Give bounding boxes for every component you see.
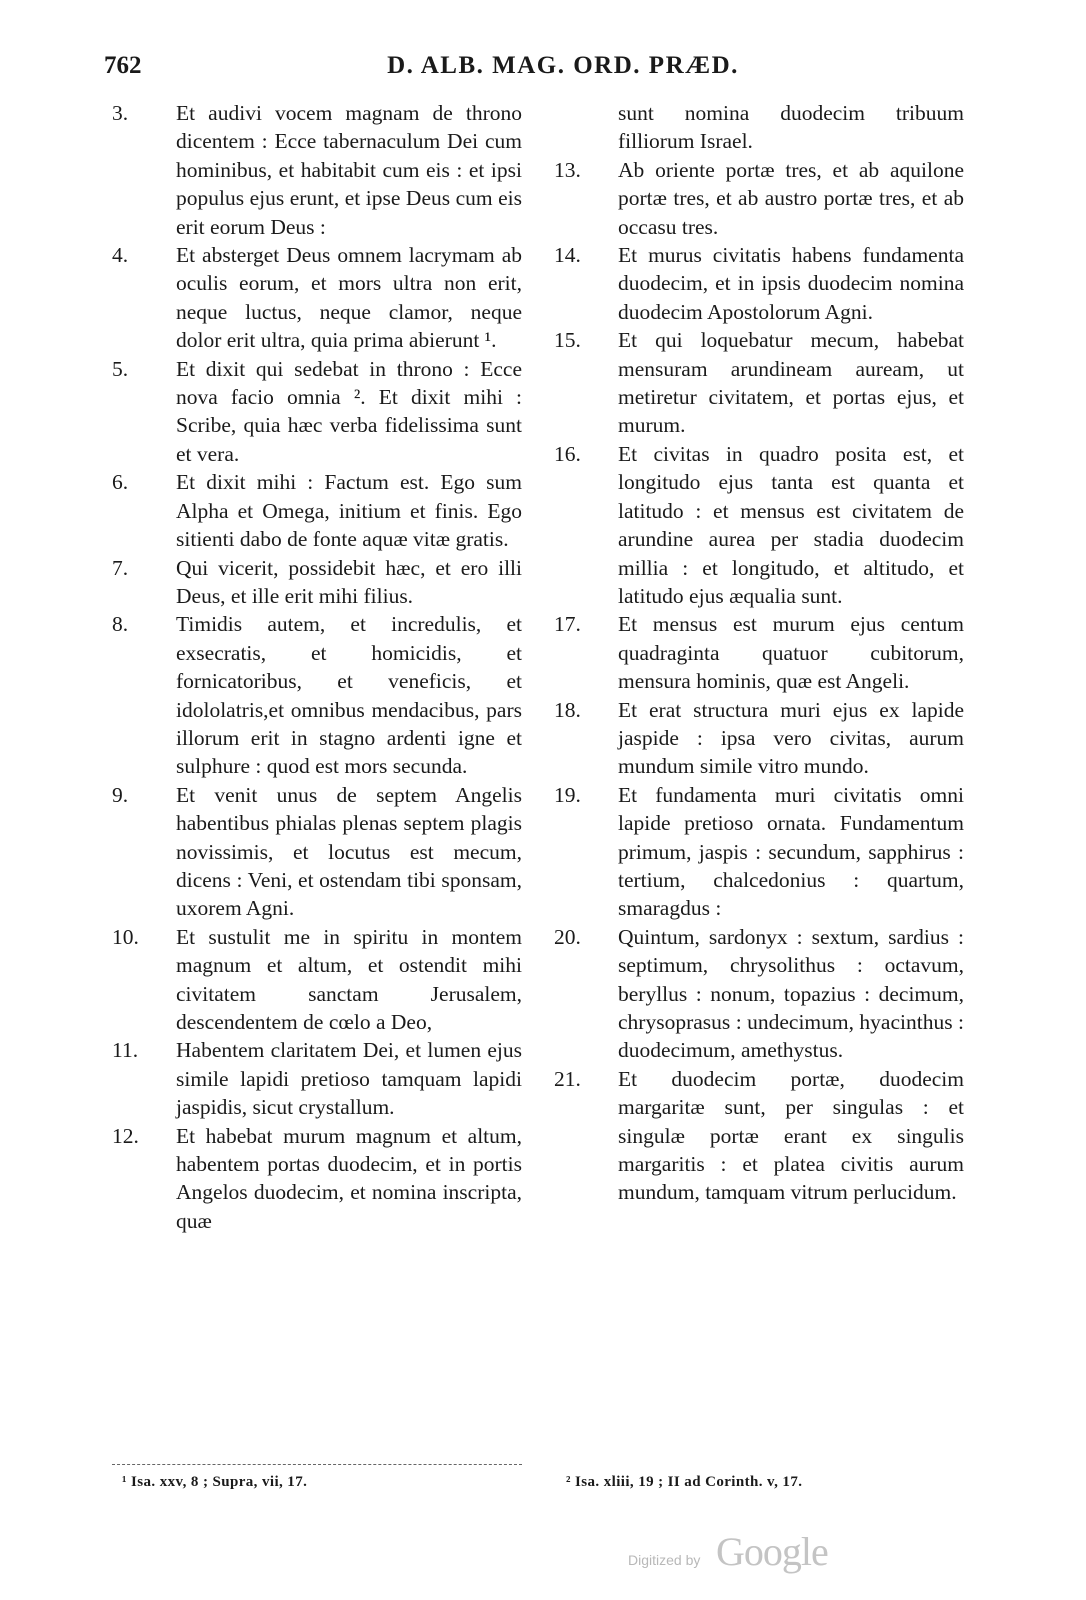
verse-text: Et civitas in quadro posita est, et longitudo ejus tanta est quanta et latitudo : et mensus est civitatem de arundine aurea per stadia duodecim millia : et longitudo, et altitudo, et latitudo ejus æqualia sunt. [618, 441, 964, 608]
verse [554, 440, 964, 610]
verse-number: 17. [554, 612, 581, 637]
verse-text: Et duodecim portæ, duodecim margaritæ sunt, per singulas : et singulæ portæ erant ex singulis margaritis : et platea civitis aurum mundum, tamquam vitrum perlucidum. [618, 1066, 964, 1205]
verse-number: 7. [112, 555, 129, 580]
verse-number: 12. [112, 1123, 139, 1148]
verse [112, 554, 522, 611]
verse [554, 696, 964, 781]
verse-text: Habentem claritatem Dei, et lumen ejus simile lapidi pretioso tamquam lapidi jaspidis, sicut crystallum. [176, 1038, 522, 1120]
verse [554, 610, 964, 695]
verse-number: 19. [554, 782, 581, 807]
verse [112, 610, 522, 780]
verse [554, 241, 964, 326]
verse-text: Et mensus est murum ejus centum quadraginta quatuor cubitorum, mensura hominis, quæ est Angeli. [618, 612, 964, 694]
verse-number: 13. [554, 157, 581, 182]
verse-text: Et dixit mihi : Factum est. Ego sum Alpha et Omega, initium et finis. Ego sitienti dabo de fonte aquæ vitæ gratis. [176, 470, 522, 552]
verse-text: Et murus civitatis habens fundamenta duodecim, et in ipsis duodecim nomina duodecim Apostolorum Agni. [618, 243, 964, 324]
verse [554, 156, 964, 241]
verse-text: Et habebat murum magnum et altum, habentem portas duodecim, et in portis Angelos duodecim, et nomina inscripta, quæ [176, 1123, 522, 1233]
verse-text: Timidis autem, et incredulis, et exsecratis, et homicidis, et fornicatoribus, et veneficis, et idololatris,et omnibus mendacibus, pars illorum erit in stagno ardenti igne et sulphure : quod est mors secunda. [176, 612, 522, 779]
page-header [0, 52, 1086, 88]
verse [112, 355, 522, 469]
verse [112, 1122, 522, 1236]
verse-text: Qui vicerit, possidebit hæc, et ero illi Deus, et ille erit mihi filius. [176, 555, 522, 608]
verse-number: 16. [554, 441, 581, 466]
footnote-left: ¹ Isa. xxv, 8 ; Supra, vii, 17. [122, 1474, 308, 1490]
verse [554, 1065, 964, 1207]
verse-text: Et erat structura muri ejus ex lapide jaspide : ipsa vero civitas, aurum mundum simile vitro mundo. [618, 697, 964, 779]
verse-text: Et venit unus de septem Angelis habentibus phialas plenas septem plagis novissimis, et locutus est mecum, dicens : Veni, et ostendam tibi sponsam, uxorem Agni. [176, 782, 522, 921]
verse-text: sunt nomina duodecim tribuum filliorum Israel. [618, 101, 964, 154]
verse-text: Et dixit qui sedebat in throno : Ecce nova facio omnia ². Et dixit mihi : Scribe, quia hæc verba fidelissima sunt et vera. [176, 356, 522, 466]
verse-text: Et fundamenta muri civitatis omni lapide pretioso ornata. Fundamentum primum, jaspis : secundum, sapphirus : tertium, chalcedonius : quartum, smaragdus : [618, 782, 964, 921]
google-logo: Google [716, 1529, 828, 1574]
verse [112, 468, 522, 553]
verse-text: Et absterget Deus omnem lacrymam ab oculis eorum, et mors ultra non erit, neque luctus, neque clamor, neque dolor erit ultra, quia prima abierunt ¹. [176, 243, 522, 353]
verse-text: Quintum, sardonyx : sextum, sardius : septimum, chrysolithus : octavum, beryllus : nonum, topazius : decimum, chrysoprasus : undecimum, hyacinthus : duodecimum, amethystus. [618, 924, 964, 1063]
verse-number: 4. [112, 243, 129, 268]
verse [112, 923, 522, 1037]
verse-number: 15. [554, 328, 581, 353]
left-column [112, 99, 522, 1235]
verse-number: 20. [554, 924, 581, 949]
footnote-rule [112, 1464, 522, 1465]
verse-number: 14. [554, 243, 581, 268]
verse [554, 781, 964, 923]
verse-number: 9. [112, 782, 129, 807]
verse-text: Et sustulit me in spiritu in montem magnum et altum, et ostendit mihi civitatem sanctam Jerusalem, descendentem de cœlo a Deo, [176, 924, 522, 1034]
running-title: D. ALB. MAG. ORD. PRÆD. [387, 52, 739, 79]
verse [554, 326, 964, 440]
verse-number: 3. [112, 101, 129, 125]
right-column [554, 99, 964, 1207]
verse [112, 241, 522, 355]
verse-text: Et qui loquebatur mecum, habebat mensuram arundineam auream, ut metiretur civitatem, et portas ejus, et murum. [618, 328, 964, 438]
footnote-right: ² Isa. xliii, 19 ; II ad Corinth. v, 17. [566, 1474, 803, 1490]
verse [112, 99, 522, 241]
verse-number: 21. [554, 1066, 581, 1091]
verse [112, 1036, 522, 1121]
verse-text: Et audivi vocem magnam de throno dicentem : Ecce tabernaculum Dei cum hominibus, et habitabit cum eis : et ipsi populus ejus erunt, et ipse Deus cum eis erit eorum Deus : [176, 101, 522, 239]
verse [112, 781, 522, 923]
verse-number: 5. [112, 356, 129, 381]
verse-number: 8. [112, 612, 129, 637]
verse-number: 10. [112, 924, 139, 949]
verse-number: 11. [112, 1038, 139, 1063]
verse [554, 99, 964, 156]
verse [554, 923, 964, 1065]
verse-number: 6. [112, 470, 129, 495]
watermark-prefix: Digitized by [628, 1552, 701, 1568]
verse-number: 18. [554, 697, 581, 722]
verse-text: Ab oriente portæ tres, et ab aquilone portæ tres, et ab austro portæ tres, et ab occasu tres. [618, 157, 964, 239]
page-number: 762 [104, 52, 142, 79]
